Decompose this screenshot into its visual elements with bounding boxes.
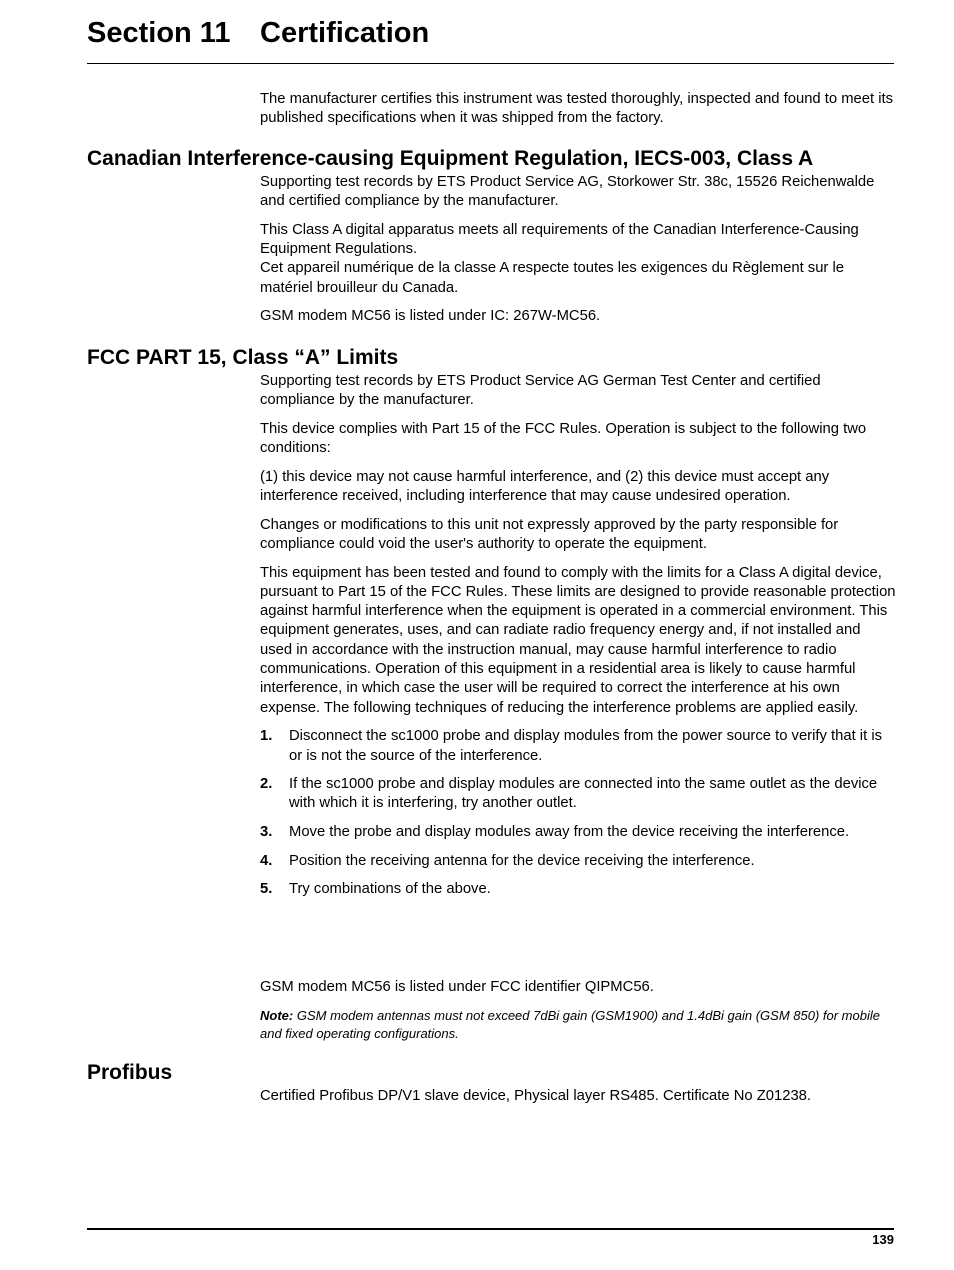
canadian-paragraph-2 bbox=[260, 221, 896, 298]
fcc-gsm-paragraph: GSM modem MC56 is listed under FCC identifier QIPMC56. bbox=[260, 979, 654, 995]
profibus-block bbox=[260, 1087, 896, 1116]
step-number: 5. bbox=[260, 881, 273, 898]
step-text: Position the receiving antenna for the device receiving the interference. bbox=[289, 852, 755, 869]
fcc-paragraph-1: Supporting test records by ETS Product Service AG German Test Center and certified compliance by the manufacturer. bbox=[260, 373, 821, 409]
fcc-paragraph-5: This equipment has been tested and found to comply with the limits for a Class A digital device, pursuant to Part 15 of the FCC Rules. These limits are designed to provide reasonable protection against harmful interference when the equipment is operated in a commercial environment. This equipment generates, uses, and can radiate radio frequency energy and, if not installed and used in accordance with the instruction manual, may cause harmful interference to radio communications. Operation of this equipment in a residential area is likely to cause harmful interference, in which case the user will be required to correct the interference at his own expense. The following techniques of reducing the interference problems are applied easily. bbox=[260, 564, 896, 716]
canadian-paragraph-1: Supporting test records by ETS Product Service AG, Storkower Str. 38c, 15526 Reichenwalde and certified compliance by the manufacturer. bbox=[260, 174, 875, 210]
note-text: GSM modem antennas must not exceed 7dBi gain (GSM1900) and 1.4dBi gain (GSM 850) for mobile and fixed operating configurations. bbox=[260, 1007, 880, 1041]
footer-rule bbox=[87, 1228, 894, 1230]
profibus-paragraph: Certified Profibus DP/V1 slave device, Physical layer RS485. Certificate No Z01238. bbox=[260, 1088, 812, 1104]
interference-steps-list bbox=[260, 727, 896, 899]
canadian-heading: Canadian Interference-causing Equipment Regulation, IECS-003, Class A bbox=[87, 147, 814, 170]
list-item bbox=[260, 727, 896, 766]
note bbox=[260, 1007, 896, 1043]
section-name: Certification bbox=[260, 17, 430, 49]
step-number: 4. bbox=[260, 852, 273, 869]
profibus-heading: Profibus bbox=[87, 1061, 173, 1084]
list-item bbox=[260, 823, 896, 842]
step-number: 2. bbox=[260, 776, 273, 793]
intro-block bbox=[260, 90, 896, 138]
section-number: Section 11 bbox=[87, 17, 231, 49]
fcc-paragraph-3: (1) this device may not cause harmful interference, and (2) this device must accept any interference received, including interference that may cause undesired operation. bbox=[260, 468, 830, 505]
fcc-heading: FCC PART 15, Class “A” Limits bbox=[87, 346, 399, 369]
step-number: 3. bbox=[260, 824, 273, 841]
step-text: If the sc1000 probe and display modules are connected into the same outlet as the device with which it is interfering, try another outlet. bbox=[289, 776, 878, 812]
fcc-paragraph-4: Changes or modifications to this unit not expressly approved by the party responsible for compliance could void the user's authority to operate the equipment. bbox=[260, 516, 839, 552]
fcc-block bbox=[260, 372, 896, 909]
section-title bbox=[87, 16, 429, 51]
list-item bbox=[260, 775, 896, 814]
note-label: Note: bbox=[260, 1007, 294, 1023]
step-text: Disconnect the sc1000 probe and display modules from the power source to verify that it is or is not the source of the interference. bbox=[289, 728, 883, 764]
canadian-english-text: This Class A digital apparatus meets all requirements of the Canadian Interference-Causing Equipment Regulations. bbox=[260, 221, 859, 258]
header-rule bbox=[87, 63, 894, 64]
canadian-block bbox=[260, 173, 896, 336]
page-number: 139 bbox=[872, 1232, 894, 1247]
step-text: Try combinations of the above. bbox=[289, 881, 491, 898]
canadian-paragraph-3: GSM modem MC56 is listed under IC: 267W-MC56. bbox=[260, 308, 601, 325]
canadian-french-text: Cet appareil numérique de la classe A respecte toutes les exigences du Règlement sur le matériel brouilleur du Canada. bbox=[260, 260, 844, 296]
list-item bbox=[260, 880, 896, 899]
fcc-gsm-block bbox=[260, 978, 896, 1052]
step-text: Move the probe and display modules away from the device receiving the interference. bbox=[289, 824, 850, 841]
step-number: 1. bbox=[260, 728, 273, 745]
intro-paragraph: The manufacturer certifies this instrument was tested thoroughly, inspected and found to meet its published specifications when it was shipped from the factory. bbox=[260, 91, 894, 127]
list-item bbox=[260, 852, 896, 871]
fcc-paragraph-2: This device complies with Part 15 of the FCC Rules. Operation is subject to the following two conditions: bbox=[260, 420, 867, 457]
